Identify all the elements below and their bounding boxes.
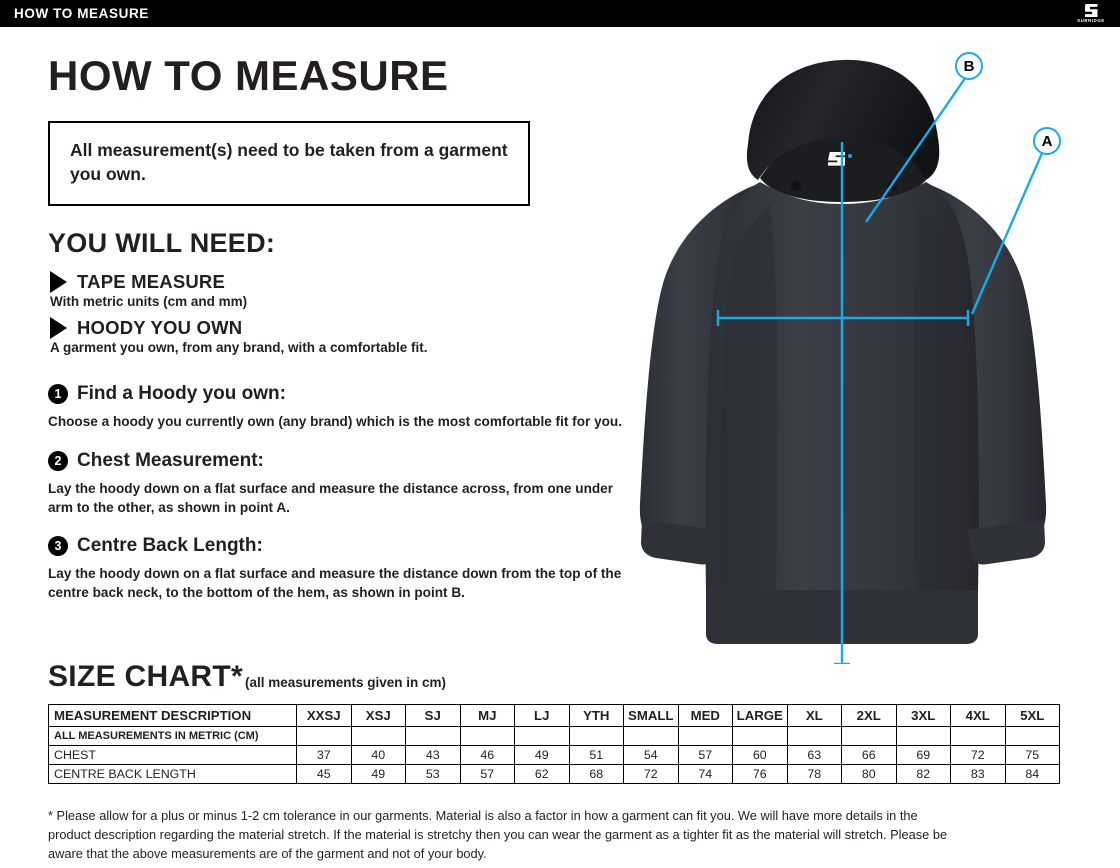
table-row [49, 727, 1060, 746]
step-body: Lay the hoody down on a flat surface and measure the distance down from the top of the centre back neck, to the bottom of the hem, as shown in point B. [48, 566, 622, 601]
column-header: LJ [515, 705, 570, 727]
cell: 72 [951, 746, 1006, 765]
need-heading: TAPE MEASURE [77, 271, 226, 293]
marker-a: A [1033, 127, 1061, 155]
column-header: 3XL [896, 705, 951, 727]
cell: 69 [896, 746, 951, 765]
triangle-bullet-icon [50, 271, 67, 293]
cell [896, 727, 951, 746]
cell: 54 [624, 746, 679, 765]
column-header: YTH [569, 705, 624, 727]
table-row [49, 746, 1060, 765]
column-header: 2XL [842, 705, 897, 727]
marker-b: B [955, 52, 983, 80]
cell [624, 727, 679, 746]
callout-text: All measurement(s) need to be taken from a garment you own. [70, 140, 508, 184]
step-header [48, 450, 628, 472]
cell: 66 [842, 746, 897, 765]
column-header: SMALL [624, 705, 679, 727]
step-title: Centre Back Length: [77, 535, 263, 557]
need-subtext: With metric units (cm and mm) [50, 294, 248, 310]
column-header: XXSJ [297, 705, 352, 727]
step-body: Lay the hoody down on a flat surface and measure the distance across, from one under arm to the other, as shown in point A. [48, 480, 614, 515]
cell [351, 727, 406, 746]
instructions-panel [48, 52, 628, 621]
need-item-tape-measure [48, 271, 628, 293]
cell [515, 727, 570, 746]
step-item [48, 535, 628, 603]
cell [297, 727, 352, 746]
column-header: XSJ [351, 705, 406, 727]
cell: 62 [515, 765, 570, 784]
cell: 84 [1005, 765, 1060, 784]
cell [569, 727, 624, 746]
row-label: CHEST [49, 746, 297, 765]
cell: 72 [624, 765, 679, 784]
cell: 83 [951, 765, 1006, 784]
cell: 53 [406, 765, 461, 784]
need-item-hoody [48, 317, 628, 339]
table-row [49, 765, 1060, 784]
cell [951, 727, 1006, 746]
cell: 82 [896, 765, 951, 784]
surridge-mark-icon [1085, 4, 1098, 17]
step-header [48, 535, 628, 557]
size-chart-title: SIZE CHART* [48, 660, 243, 693]
hoody-illustration [620, 34, 1110, 664]
column-header: XL [787, 705, 842, 727]
cell: 57 [460, 765, 515, 784]
cell: 57 [678, 746, 733, 765]
cell [1005, 727, 1060, 746]
cell: 80 [842, 765, 897, 784]
cell [842, 727, 897, 746]
cell: 78 [787, 765, 842, 784]
cell [406, 727, 461, 746]
cell: 68 [569, 765, 624, 784]
cell: 75 [1005, 746, 1060, 765]
step-number-badge: 3 [48, 536, 68, 556]
step-title: Chest Measurement: [77, 449, 264, 471]
cell [733, 727, 788, 746]
step-number-badge: 1 [48, 384, 68, 404]
cell: 76 [733, 765, 788, 784]
cell: 45 [297, 765, 352, 784]
column-header: 4XL [951, 705, 1006, 727]
you-will-need-title: YOU WILL NEED: [48, 228, 276, 259]
cell: 43 [406, 746, 461, 765]
cell: 63 [787, 746, 842, 765]
step-item [48, 450, 628, 518]
step-item [48, 383, 628, 431]
cell: 49 [351, 765, 406, 784]
column-header: MED [678, 705, 733, 727]
brand-name: SURRIDGE [1077, 18, 1105, 23]
surridge-logo-icon [1070, 2, 1112, 25]
table-header-row [49, 705, 1060, 727]
step-header [48, 383, 628, 405]
triangle-bullet-icon [50, 317, 67, 339]
top-bar [0, 0, 1120, 27]
need-heading: HOODY YOU OWN [77, 317, 243, 339]
step-number-badge: 2 [48, 451, 68, 471]
column-header: SJ [406, 705, 461, 727]
top-bar-title: HOW TO MEASURE [14, 6, 149, 21]
cell [460, 727, 515, 746]
column-header: LARGE [733, 705, 788, 727]
size-chart-table [48, 704, 1060, 784]
steps-list [48, 383, 628, 602]
column-header: MEASUREMENT DESCRIPTION [49, 705, 297, 727]
page-title: HOW TO MEASURE [48, 52, 449, 99]
cell: 74 [678, 765, 733, 784]
cell: 37 [297, 746, 352, 765]
cell: 51 [569, 746, 624, 765]
need-subtext: A garment you own, from any brand, with a comfortable fit. [50, 340, 428, 356]
size-chart-section [48, 660, 1072, 784]
footnote: * Please allow for a plus or minus 1-2 cm tolerance in our garments. Material is also a factor in how a garment can fit you. We will have more details in the product description regarding the material stretch. If the material is stretchy then you can wear the garment as a tighter fit as the material will stretch. Please be aware that the above measurements are of the garment and not of your body. [48, 808, 948, 862]
row-label: CENTRE BACK LENGTH [49, 765, 297, 784]
cell: 60 [733, 746, 788, 765]
callout-box [48, 121, 530, 206]
metric-note: ALL MEASUREMENTS IN METRIC (CM) [49, 727, 297, 746]
step-body: Choose a hoody you currently own (any brand) which is the most comfortable fit for you. [48, 414, 623, 430]
column-header: 5XL [1005, 705, 1060, 727]
column-header: MJ [460, 705, 515, 727]
cell [678, 727, 733, 746]
cell: 49 [515, 746, 570, 765]
step-title: Find a Hoody you own: [77, 383, 286, 405]
size-chart-title-row [48, 660, 1072, 694]
cell [787, 727, 842, 746]
size-chart-title-note: (all measurements given in cm) [244, 675, 447, 690]
cell: 46 [460, 746, 515, 765]
cell: 40 [351, 746, 406, 765]
